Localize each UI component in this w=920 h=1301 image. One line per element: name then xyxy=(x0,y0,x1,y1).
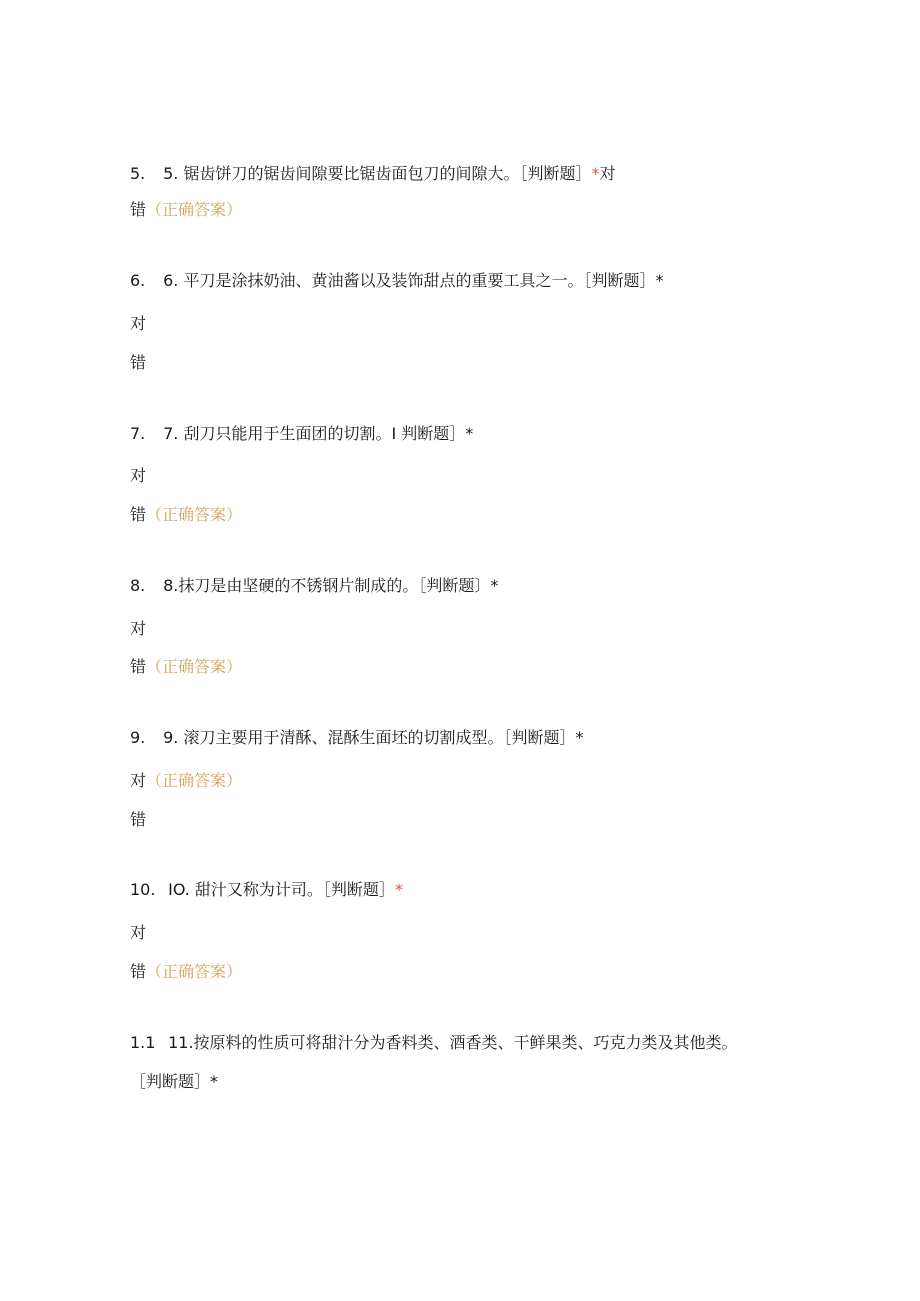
required-star: * xyxy=(575,728,584,747)
question-text: 11.按原料的性质可将甜汁分为香料类、酒香类、干鲜果类、巧克力类及其他类。 xyxy=(168,1033,738,1052)
correct-answer-tag: （正确答案） xyxy=(146,657,243,676)
question-text: 5. 锯齿饼刀的锯齿间隙要比锯齿面包刀的间隙大。［判断题］ xyxy=(163,164,592,183)
required-star: * xyxy=(490,576,499,595)
question-number: 9. xyxy=(130,728,146,747)
option-label: 错 xyxy=(130,353,147,372)
question-5 xyxy=(130,164,615,184)
question-8 xyxy=(130,576,498,596)
option-label: 错 xyxy=(130,657,147,676)
question-number: 1.1 xyxy=(130,1033,156,1052)
question-text: 8.抹刀是由坚硬的不锈钢片制成的。［判断题〕 xyxy=(163,576,491,595)
correct-answer-tag: （正确答案） xyxy=(146,200,243,219)
question-number: 5. xyxy=(130,164,146,183)
option-true-inline[interactable]: 对 xyxy=(599,164,616,183)
question-10-option-false[interactable] xyxy=(130,962,242,982)
question-text: IO. 甜汁又称为计司。［判断题］ xyxy=(168,880,395,899)
option-label: 对 xyxy=(130,466,147,485)
question-10 xyxy=(130,880,403,900)
option-label: 错 xyxy=(130,200,147,219)
question-text: 9. 滚刀主要用于清酥、混酥生面坯的切割成型。［判断题］ xyxy=(163,728,576,747)
required-star: * xyxy=(591,164,600,183)
question-number: 10. xyxy=(130,880,156,899)
question-9 xyxy=(130,728,583,748)
question-text: 6. 平刀是涂抹奶油、黄油酱以及装饰甜点的重要工具之一。［判断题］ xyxy=(163,271,656,290)
question-10-option-true[interactable] xyxy=(130,923,146,943)
option-label: 错 xyxy=(130,962,147,981)
question-type-tag: ［判断题］ xyxy=(130,1072,211,1091)
option-label: 对 xyxy=(130,771,147,790)
required-star: * xyxy=(210,1072,219,1091)
question-11-continuation xyxy=(130,1072,218,1092)
question-7-option-false[interactable] xyxy=(130,505,242,525)
option-label: 错 xyxy=(130,810,147,829)
option-label: 错 xyxy=(130,505,147,524)
required-star: * xyxy=(394,880,403,899)
question-11 xyxy=(130,1033,738,1053)
correct-answer-tag: （正确答案） xyxy=(146,962,243,981)
question-number: 7. xyxy=(130,424,146,443)
option-label: 对 xyxy=(130,923,147,942)
question-7 xyxy=(130,424,473,444)
question-6-option-true[interactable] xyxy=(130,314,146,334)
question-number: 8. xyxy=(130,576,146,595)
option-label: 对 xyxy=(130,619,147,638)
correct-answer-tag: （正确答案） xyxy=(146,771,243,790)
question-7-option-true[interactable] xyxy=(130,466,146,486)
required-star: * xyxy=(465,424,474,443)
question-8-option-false[interactable] xyxy=(130,657,242,677)
correct-answer-tag: （正确答案） xyxy=(146,505,243,524)
question-number: 6. xyxy=(130,271,146,290)
question-text: 7. 刮刀只能用于生面团的切割。I 判断题］ xyxy=(163,424,466,443)
question-8-option-true[interactable] xyxy=(130,619,146,639)
required-star: * xyxy=(655,271,664,290)
question-9-option-false[interactable] xyxy=(130,810,146,830)
question-6-option-false[interactable] xyxy=(130,353,146,373)
question-9-option-true[interactable] xyxy=(130,771,242,791)
question-6 xyxy=(130,271,663,291)
question-5-option-false[interactable] xyxy=(130,200,242,220)
option-label: 对 xyxy=(130,314,147,333)
